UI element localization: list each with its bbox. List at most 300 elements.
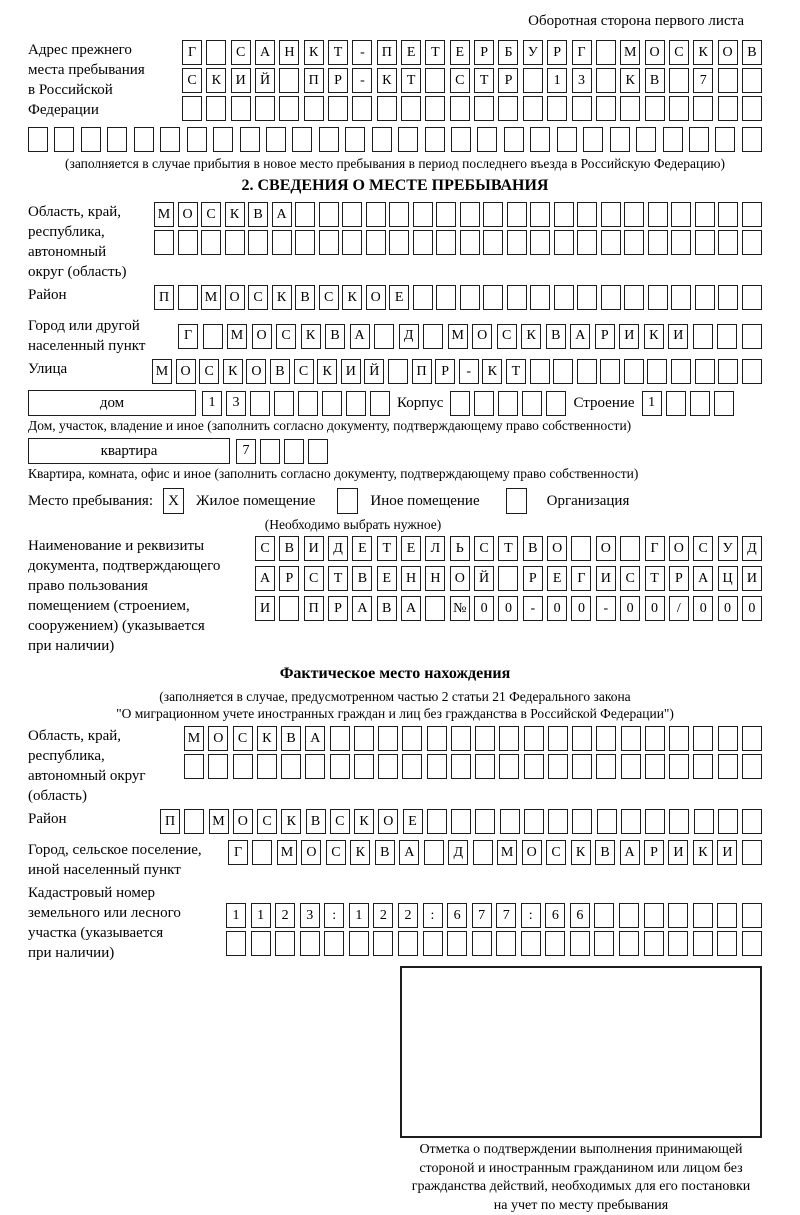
- char-cell[interactable]: [352, 96, 372, 121]
- char-cell[interactable]: [377, 96, 397, 121]
- char-cell[interactable]: [248, 230, 268, 255]
- char-cell[interactable]: Т: [328, 40, 348, 65]
- char-cell[interactable]: [233, 754, 253, 779]
- char-cell[interactable]: К: [281, 809, 301, 834]
- char-cell[interactable]: [530, 230, 550, 255]
- char-cell[interactable]: [160, 127, 180, 152]
- char-cell[interactable]: Б: [498, 40, 518, 65]
- char-cell[interactable]: [423, 931, 443, 956]
- house-type-box[interactable]: дом: [28, 390, 196, 416]
- char-cell[interactable]: [398, 931, 418, 956]
- char-cell[interactable]: [346, 391, 366, 416]
- char-cell[interactable]: [425, 127, 445, 152]
- char-cell[interactable]: [345, 127, 365, 152]
- char-cell[interactable]: [474, 96, 494, 121]
- char-cell[interactable]: М: [448, 324, 468, 349]
- char-cell[interactable]: 0: [693, 596, 713, 621]
- char-cell[interactable]: 0: [498, 596, 518, 621]
- char-cell[interactable]: [594, 931, 614, 956]
- char-cell[interactable]: [281, 754, 301, 779]
- char-cell[interactable]: [619, 903, 639, 928]
- char-cell[interactable]: В: [742, 40, 762, 65]
- char-cell[interactable]: М: [227, 324, 247, 349]
- char-cell[interactable]: [624, 202, 644, 227]
- char-cell[interactable]: [319, 202, 339, 227]
- char-cell[interactable]: О: [472, 324, 492, 349]
- char-cell[interactable]: [572, 809, 592, 834]
- char-cell[interactable]: [596, 68, 616, 93]
- char-cell[interactable]: [413, 285, 433, 310]
- char-cell[interactable]: [572, 96, 592, 121]
- char-cell[interactable]: -: [352, 68, 372, 93]
- char-cell[interactable]: [621, 726, 641, 751]
- char-cell[interactable]: [498, 391, 518, 416]
- char-cell[interactable]: 1: [226, 903, 246, 928]
- stay-type-checkbox-residential[interactable]: X: [163, 488, 184, 514]
- char-cell[interactable]: [499, 726, 519, 751]
- char-cell[interactable]: [370, 391, 390, 416]
- char-cell[interactable]: [483, 230, 503, 255]
- char-cell[interactable]: [714, 391, 734, 416]
- char-cell[interactable]: :: [423, 903, 443, 928]
- char-cell[interactable]: М: [620, 40, 640, 65]
- char-cell[interactable]: [530, 285, 550, 310]
- char-cell[interactable]: [621, 754, 641, 779]
- char-cell[interactable]: [596, 40, 616, 65]
- char-cell[interactable]: Г: [645, 536, 665, 561]
- char-cell[interactable]: [483, 202, 503, 227]
- char-cell[interactable]: А: [620, 840, 640, 865]
- char-cell[interactable]: [378, 726, 398, 751]
- char-cell[interactable]: [693, 931, 713, 956]
- char-cell[interactable]: [154, 230, 174, 255]
- char-cell[interactable]: [436, 230, 456, 255]
- char-cell[interactable]: [178, 230, 198, 255]
- char-cell[interactable]: [718, 754, 738, 779]
- char-cell[interactable]: [366, 230, 386, 255]
- char-cell[interactable]: И: [742, 566, 762, 591]
- char-cell[interactable]: [530, 127, 550, 152]
- char-cell[interactable]: [597, 809, 617, 834]
- char-cell[interactable]: [374, 324, 394, 349]
- char-cell[interactable]: [250, 391, 270, 416]
- char-cell[interactable]: [401, 96, 421, 121]
- char-cell[interactable]: 6: [545, 903, 565, 928]
- char-cell[interactable]: К: [206, 68, 226, 93]
- char-cell[interactable]: С: [199, 359, 219, 384]
- char-cell[interactable]: У: [718, 536, 738, 561]
- char-cell[interactable]: [522, 391, 542, 416]
- char-cell[interactable]: С: [255, 536, 275, 561]
- char-cell[interactable]: [300, 931, 320, 956]
- char-cell[interactable]: О: [669, 536, 689, 561]
- char-cell[interactable]: Н: [425, 566, 445, 591]
- char-cell[interactable]: Т: [506, 359, 526, 384]
- char-cell[interactable]: Г: [178, 324, 198, 349]
- char-cell[interactable]: К: [521, 324, 541, 349]
- char-cell[interactable]: И: [717, 840, 737, 865]
- char-cell[interactable]: О: [178, 202, 198, 227]
- char-cell[interactable]: Е: [401, 536, 421, 561]
- char-cell[interactable]: [530, 359, 550, 384]
- char-cell[interactable]: 2: [398, 903, 418, 928]
- char-cell[interactable]: Р: [328, 68, 348, 93]
- char-cell[interactable]: [693, 726, 713, 751]
- char-cell[interactable]: К: [317, 359, 337, 384]
- char-cell[interactable]: [663, 127, 683, 152]
- char-cell[interactable]: И: [255, 596, 275, 621]
- char-cell[interactable]: В: [523, 536, 543, 561]
- char-cell[interactable]: Д: [742, 536, 762, 561]
- char-cell[interactable]: [378, 754, 398, 779]
- char-cell[interactable]: [648, 230, 668, 255]
- char-cell[interactable]: [460, 230, 480, 255]
- char-cell[interactable]: [554, 202, 574, 227]
- char-cell[interactable]: В: [295, 285, 315, 310]
- char-cell[interactable]: Н: [279, 40, 299, 65]
- char-cell[interactable]: /: [669, 596, 689, 621]
- char-cell[interactable]: С: [546, 840, 566, 865]
- char-cell[interactable]: Т: [328, 566, 348, 591]
- char-cell[interactable]: М: [152, 359, 172, 384]
- char-cell[interactable]: Т: [377, 536, 397, 561]
- char-cell[interactable]: С: [201, 202, 221, 227]
- char-cell[interactable]: 1: [251, 903, 271, 928]
- char-cell[interactable]: [671, 202, 691, 227]
- char-cell[interactable]: Е: [352, 536, 372, 561]
- char-cell[interactable]: 1: [349, 903, 369, 928]
- char-cell[interactable]: [547, 96, 567, 121]
- char-cell[interactable]: Т: [645, 566, 665, 591]
- char-cell[interactable]: В: [375, 840, 395, 865]
- char-cell[interactable]: И: [668, 840, 688, 865]
- char-cell[interactable]: [718, 68, 738, 93]
- char-cell[interactable]: [451, 127, 471, 152]
- char-cell[interactable]: 0: [645, 596, 665, 621]
- char-cell[interactable]: С: [620, 566, 640, 591]
- char-cell[interactable]: [319, 127, 339, 152]
- char-cell[interactable]: [619, 931, 639, 956]
- char-cell[interactable]: [669, 809, 689, 834]
- char-cell[interactable]: [671, 285, 691, 310]
- char-cell[interactable]: [81, 127, 101, 152]
- char-cell[interactable]: О: [246, 359, 266, 384]
- char-cell[interactable]: Р: [644, 840, 664, 865]
- char-cell[interactable]: [742, 754, 762, 779]
- char-cell[interactable]: [742, 324, 762, 349]
- char-cell[interactable]: [425, 68, 445, 93]
- char-cell[interactable]: [717, 903, 737, 928]
- char-cell[interactable]: Г: [228, 840, 248, 865]
- char-cell[interactable]: [507, 285, 527, 310]
- char-cell[interactable]: [742, 127, 762, 152]
- char-cell[interactable]: [645, 726, 665, 751]
- char-cell[interactable]: [523, 68, 543, 93]
- char-cell[interactable]: [601, 202, 621, 227]
- char-cell[interactable]: В: [645, 68, 665, 93]
- char-cell[interactable]: [624, 285, 644, 310]
- char-cell[interactable]: Т: [474, 68, 494, 93]
- char-cell[interactable]: М: [184, 726, 204, 751]
- char-cell[interactable]: К: [342, 285, 362, 310]
- char-cell[interactable]: [695, 359, 715, 384]
- char-cell[interactable]: [279, 596, 299, 621]
- char-cell[interactable]: [507, 202, 527, 227]
- char-cell[interactable]: [668, 931, 688, 956]
- char-cell[interactable]: [596, 754, 616, 779]
- char-cell[interactable]: [330, 726, 350, 751]
- char-cell[interactable]: О: [450, 566, 470, 591]
- char-cell[interactable]: [546, 391, 566, 416]
- char-cell[interactable]: [742, 931, 762, 956]
- char-cell[interactable]: А: [305, 726, 325, 751]
- char-cell[interactable]: [621, 809, 641, 834]
- char-cell[interactable]: Е: [547, 566, 567, 591]
- char-cell[interactable]: [577, 202, 597, 227]
- char-cell[interactable]: [275, 931, 295, 956]
- char-cell[interactable]: М: [209, 809, 229, 834]
- char-cell[interactable]: [695, 230, 715, 255]
- char-cell[interactable]: [389, 230, 409, 255]
- char-cell[interactable]: В: [248, 202, 268, 227]
- char-cell[interactable]: [252, 840, 272, 865]
- char-cell[interactable]: [460, 285, 480, 310]
- char-cell[interactable]: [206, 96, 226, 121]
- char-cell[interactable]: Р: [435, 359, 455, 384]
- char-cell[interactable]: [715, 127, 735, 152]
- char-cell[interactable]: О: [596, 536, 616, 561]
- char-cell[interactable]: [718, 230, 738, 255]
- char-cell[interactable]: О: [645, 40, 665, 65]
- char-cell[interactable]: [693, 754, 713, 779]
- char-cell[interactable]: [240, 127, 260, 152]
- char-cell[interactable]: Л: [425, 536, 445, 561]
- char-cell[interactable]: [742, 68, 762, 93]
- char-cell[interactable]: [134, 127, 154, 152]
- char-cell[interactable]: [425, 96, 445, 121]
- char-cell[interactable]: [477, 127, 497, 152]
- char-cell[interactable]: [553, 359, 573, 384]
- char-cell[interactable]: О: [366, 285, 386, 310]
- char-cell[interactable]: [601, 230, 621, 255]
- char-cell[interactable]: [427, 726, 447, 751]
- char-cell[interactable]: 1: [547, 68, 567, 93]
- char-cell[interactable]: [645, 754, 665, 779]
- char-cell[interactable]: О: [176, 359, 196, 384]
- char-cell[interactable]: [666, 391, 686, 416]
- char-cell[interactable]: [577, 285, 597, 310]
- char-cell[interactable]: [284, 439, 304, 464]
- char-cell[interactable]: №: [450, 596, 470, 621]
- char-cell[interactable]: О: [522, 840, 542, 865]
- char-cell[interactable]: [226, 931, 246, 956]
- char-cell[interactable]: 0: [742, 596, 762, 621]
- char-cell[interactable]: [475, 726, 495, 751]
- char-cell[interactable]: [342, 202, 362, 227]
- char-cell[interactable]: [266, 127, 286, 152]
- char-cell[interactable]: [644, 931, 664, 956]
- char-cell[interactable]: Г: [182, 40, 202, 65]
- char-cell[interactable]: [524, 754, 544, 779]
- char-cell[interactable]: [388, 359, 408, 384]
- char-cell[interactable]: [257, 754, 277, 779]
- char-cell[interactable]: Р: [547, 40, 567, 65]
- char-cell[interactable]: О: [252, 324, 272, 349]
- stay-type-checkbox-other-premises[interactable]: [337, 488, 358, 514]
- char-cell[interactable]: О: [718, 40, 738, 65]
- char-cell[interactable]: В: [279, 536, 299, 561]
- char-cell[interactable]: [182, 96, 202, 121]
- char-cell[interactable]: И: [304, 536, 324, 561]
- char-cell[interactable]: [718, 96, 738, 121]
- char-cell[interactable]: [718, 359, 738, 384]
- char-cell[interactable]: Г: [571, 566, 591, 591]
- char-cell[interactable]: [548, 754, 568, 779]
- char-cell[interactable]: С: [233, 726, 253, 751]
- char-cell[interactable]: [475, 754, 495, 779]
- char-cell[interactable]: [548, 726, 568, 751]
- char-cell[interactable]: А: [693, 566, 713, 591]
- char-cell[interactable]: [648, 202, 668, 227]
- char-cell[interactable]: 7: [496, 903, 516, 928]
- char-cell[interactable]: Д: [448, 840, 468, 865]
- char-cell[interactable]: [718, 202, 738, 227]
- char-cell[interactable]: М: [201, 285, 221, 310]
- char-cell[interactable]: М: [497, 840, 517, 865]
- char-cell[interactable]: [669, 68, 689, 93]
- char-cell[interactable]: К: [257, 726, 277, 751]
- char-cell[interactable]: [389, 202, 409, 227]
- char-cell[interactable]: 0: [620, 596, 640, 621]
- char-cell[interactable]: К: [482, 359, 502, 384]
- char-cell[interactable]: [447, 931, 467, 956]
- char-cell[interactable]: [354, 726, 374, 751]
- char-cell[interactable]: [742, 285, 762, 310]
- char-cell[interactable]: [187, 127, 207, 152]
- char-cell[interactable]: [671, 359, 691, 384]
- char-cell[interactable]: Р: [523, 566, 543, 591]
- char-cell[interactable]: [718, 285, 738, 310]
- char-cell[interactable]: [251, 931, 271, 956]
- char-cell[interactable]: [208, 754, 228, 779]
- char-cell[interactable]: [322, 391, 342, 416]
- char-cell[interactable]: О: [233, 809, 253, 834]
- char-cell[interactable]: С: [182, 68, 202, 93]
- char-cell[interactable]: [524, 809, 544, 834]
- char-cell[interactable]: 0: [474, 596, 494, 621]
- char-cell[interactable]: 3: [300, 903, 320, 928]
- char-cell[interactable]: [319, 230, 339, 255]
- char-cell[interactable]: [596, 96, 616, 121]
- char-cell[interactable]: А: [255, 40, 275, 65]
- char-cell[interactable]: [423, 324, 443, 349]
- char-cell[interactable]: [354, 754, 374, 779]
- char-cell[interactable]: Д: [328, 536, 348, 561]
- char-cell[interactable]: В: [377, 596, 397, 621]
- char-cell[interactable]: [645, 96, 665, 121]
- char-cell[interactable]: [570, 931, 590, 956]
- char-cell[interactable]: [717, 324, 737, 349]
- char-cell[interactable]: Й: [474, 566, 494, 591]
- char-cell[interactable]: [693, 903, 713, 928]
- char-cell[interactable]: [693, 324, 713, 349]
- char-cell[interactable]: [308, 439, 328, 464]
- char-cell[interactable]: Р: [328, 596, 348, 621]
- char-cell[interactable]: [554, 285, 574, 310]
- char-cell[interactable]: [260, 439, 280, 464]
- char-cell[interactable]: Р: [669, 566, 689, 591]
- char-cell[interactable]: [498, 96, 518, 121]
- char-cell[interactable]: [330, 754, 350, 779]
- char-cell[interactable]: И: [668, 324, 688, 349]
- char-cell[interactable]: У: [523, 40, 543, 65]
- char-cell[interactable]: [304, 96, 324, 121]
- char-cell[interactable]: [742, 809, 762, 834]
- char-cell[interactable]: [742, 96, 762, 121]
- char-cell[interactable]: -: [596, 596, 616, 621]
- char-cell[interactable]: [413, 202, 433, 227]
- char-cell[interactable]: О: [225, 285, 245, 310]
- char-cell[interactable]: [255, 96, 275, 121]
- char-cell[interactable]: [451, 809, 471, 834]
- char-cell[interactable]: П: [304, 596, 324, 621]
- char-cell[interactable]: [620, 536, 640, 561]
- char-cell[interactable]: [596, 726, 616, 751]
- char-cell[interactable]: 7: [236, 439, 256, 464]
- char-cell[interactable]: 6: [570, 903, 590, 928]
- char-cell[interactable]: С: [474, 536, 494, 561]
- char-cell[interactable]: П: [154, 285, 174, 310]
- char-cell[interactable]: Г: [572, 40, 592, 65]
- char-cell[interactable]: [279, 96, 299, 121]
- char-cell[interactable]: :: [521, 903, 541, 928]
- char-cell[interactable]: [742, 840, 762, 865]
- char-cell[interactable]: В: [325, 324, 345, 349]
- char-cell[interactable]: [295, 202, 315, 227]
- char-cell[interactable]: [524, 726, 544, 751]
- char-cell[interactable]: И: [596, 566, 616, 591]
- char-cell[interactable]: [203, 324, 223, 349]
- char-cell[interactable]: [669, 726, 689, 751]
- char-cell[interactable]: К: [350, 840, 370, 865]
- char-cell[interactable]: [413, 230, 433, 255]
- char-cell[interactable]: М: [154, 202, 174, 227]
- char-cell[interactable]: Й: [364, 359, 384, 384]
- char-cell[interactable]: [451, 726, 471, 751]
- char-cell[interactable]: Т: [498, 536, 518, 561]
- char-cell[interactable]: П: [160, 809, 180, 834]
- char-cell[interactable]: [274, 391, 294, 416]
- apartment-type-box[interactable]: квартира: [28, 438, 230, 464]
- char-cell[interactable]: [298, 391, 318, 416]
- char-cell[interactable]: [402, 726, 422, 751]
- char-cell[interactable]: С: [319, 285, 339, 310]
- char-cell[interactable]: [206, 40, 226, 65]
- char-cell[interactable]: -: [459, 359, 479, 384]
- char-cell[interactable]: Т: [401, 68, 421, 93]
- char-cell[interactable]: [669, 96, 689, 121]
- char-cell[interactable]: [648, 285, 668, 310]
- char-cell[interactable]: И: [231, 68, 251, 93]
- char-cell[interactable]: О: [208, 726, 228, 751]
- char-cell[interactable]: А: [272, 202, 292, 227]
- char-cell[interactable]: [427, 754, 447, 779]
- char-cell[interactable]: [178, 285, 198, 310]
- char-cell[interactable]: К: [354, 809, 374, 834]
- char-cell[interactable]: [398, 127, 418, 152]
- char-cell[interactable]: [231, 96, 251, 121]
- char-cell[interactable]: 3: [572, 68, 592, 93]
